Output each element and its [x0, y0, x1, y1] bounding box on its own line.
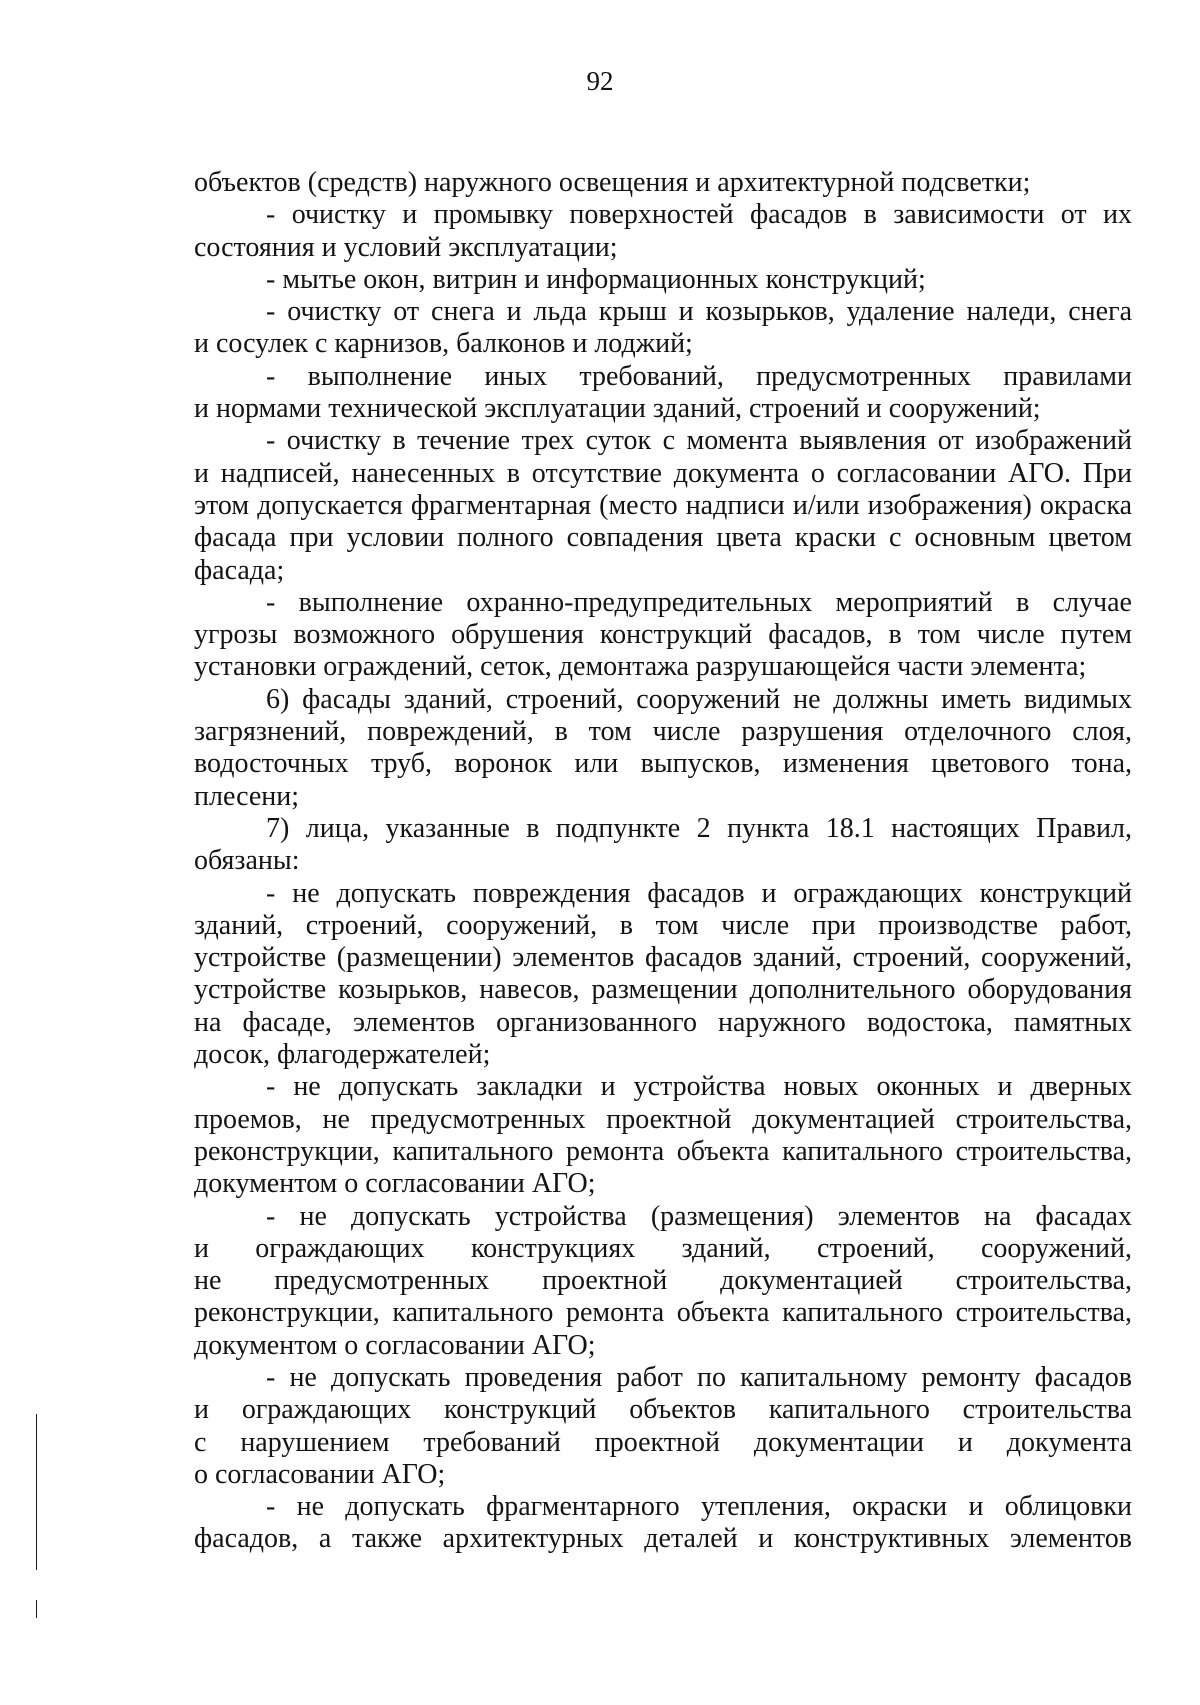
text-line: о согласовании АГО;: [194, 1458, 446, 1490]
text-line: состояния и условий эксплуатации;: [194, 231, 618, 263]
text-line: реконструкции, капитального ремонта объекта капитального строительства,: [194, 1297, 1132, 1329]
text-line: этом допускается фрагментарная (место надписи и/или изображения) окраска: [194, 489, 1132, 521]
text-line: - не допускать повреждения фасадов и ограждающих конструкций: [266, 877, 1132, 909]
margin-line-mark: [36, 1414, 37, 1570]
text-line: документом о согласовании АГО;: [194, 1168, 596, 1200]
text-line: фасадов, а также архитектурных деталей и конструктивных элементов: [194, 1523, 1132, 1555]
text-line: угрозы возможного обрушения конструкций фасадов, в том числе путем: [194, 619, 1132, 651]
text-line: устройстве козырьков, навесов, размещении дополнительного оборудования: [194, 974, 1132, 1006]
text-line: плесени;: [194, 780, 300, 812]
text-line: установки ограждений, сеток, демонтажа разрушающейся части элемента;: [194, 651, 1087, 683]
text-line: - очистку и промывку поверхностей фасадов в зависимости от их: [266, 199, 1132, 231]
text-line: объектов (средств) наружного освещения и архитектурной подсветки;: [194, 167, 1031, 198]
text-line: - очистку от снега и льда крыш и козырьков, удаление наледи, снега: [266, 296, 1132, 328]
text-line: и ограждающих конструкций объектов капитального строительства: [194, 1394, 1132, 1426]
text-line: досок, флагодержателей;: [194, 1039, 491, 1071]
text-line: и надписей, нанесенных в отсутствие документа о согласовании АГО. При: [194, 457, 1132, 489]
text-line: - выполнение иных требований, предусмотренных правилами: [266, 360, 1132, 392]
text-line: фасада при условии полного совпадения цвета краски с основным цветом: [194, 522, 1132, 554]
page-number: 92: [586, 66, 614, 96]
text-line: загрязнений, повреждений, в том числе разрушения отделочного слоя,: [194, 716, 1132, 748]
text-line: устройстве (размещении) элементов фасадов зданий, строений, сооружений,: [194, 942, 1132, 974]
text-line: документом о согласовании АГО;: [194, 1329, 596, 1361]
text-line: зданий, строений, сооружений, в том числе при производстве работ,: [194, 909, 1132, 941]
text-line: - не допускать устройства (размещения) элементов на фасадах: [266, 1200, 1132, 1232]
text-line: - не допускать проведения работ по капитальному ремонту фасадов: [266, 1361, 1132, 1393]
text-line: и ограждающих конструкциях зданий, строений, сооружений,: [194, 1232, 1132, 1264]
text-line: водосточных труб, воронок или выпусков, изменения цветового тона,: [194, 748, 1132, 780]
text-line: проемов, не предусмотренных проектной документацией строительства,: [194, 1103, 1132, 1135]
text-line: 6) фасады зданий, строений, сооружений не должны иметь видимых: [266, 683, 1132, 715]
text-line: с нарушением требований проектной документации и документа: [194, 1426, 1132, 1458]
text-line: - не допускать закладки и устройства новых оконных и дверных: [266, 1071, 1132, 1103]
margin-line-mark-small: [36, 1600, 37, 1618]
text-line: реконструкции, капитального ремонта объекта капитального строительства,: [194, 1135, 1132, 1167]
text-line: - выполнение охранно-предупредительных мероприятий в случае: [266, 586, 1132, 618]
text-line: - мытье окон, витрин и информационных конструкций;: [266, 263, 926, 295]
text-line: обязаны:: [194, 845, 300, 877]
text-line: - очистку в течение трех суток с момента выявления от изображений: [266, 425, 1132, 457]
text-line: и нормами технической эксплуатации зданий, строений и сооружений;: [194, 393, 1041, 425]
body-text: [194, 167, 1132, 1556]
text-line: - не допускать фрагментарного утепления, окраски и облицовки: [266, 1491, 1132, 1523]
text-line: фасада;: [194, 554, 285, 586]
text-line: и сосулек с карнизов, балконов и лоджий;: [194, 328, 693, 360]
text-line: на фасаде, элементов организованного наружного водостока, памятных: [194, 1006, 1132, 1038]
text-line: 7) лица, указанные в подпункте 2 пункта 18.1 настоящих Правил,: [266, 812, 1132, 844]
text-line: не предусмотренных проектной документацией строительства,: [194, 1265, 1132, 1297]
